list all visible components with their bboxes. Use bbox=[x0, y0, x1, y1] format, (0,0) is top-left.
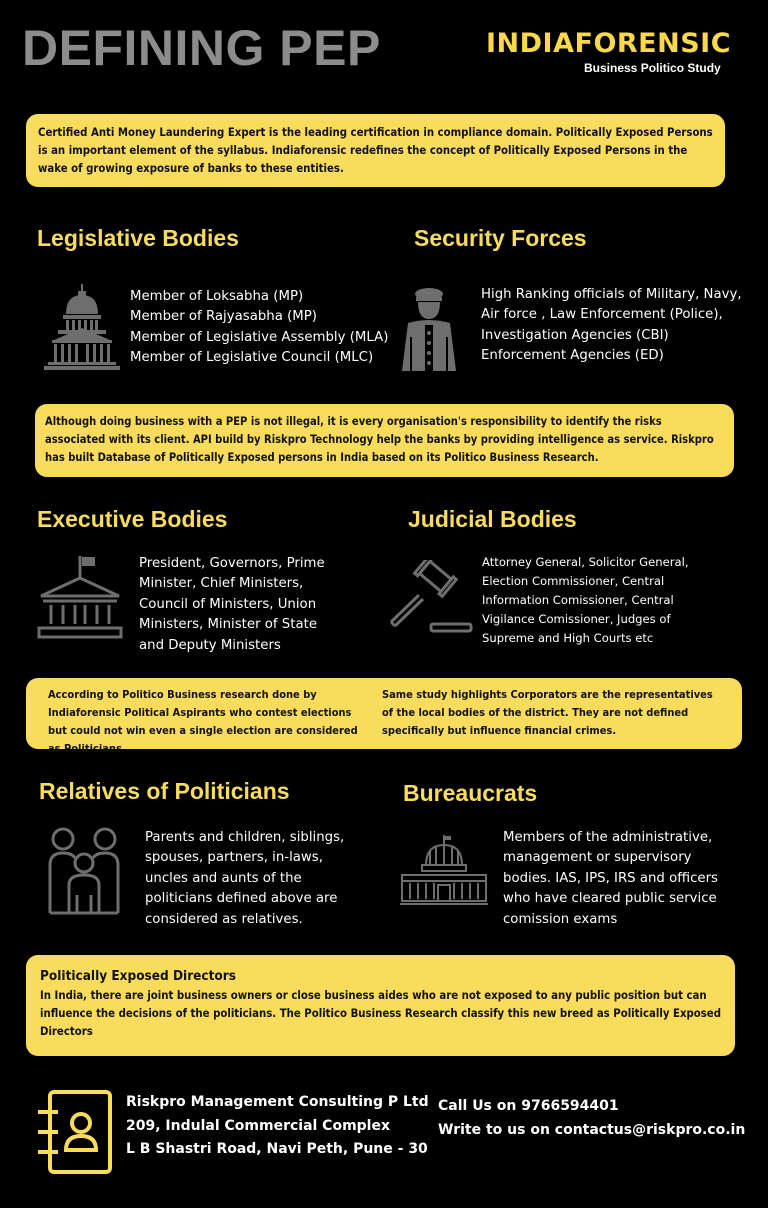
intro-note-text: Certified Anti Money Laundering Expert is the leading certification in compliance domain. Politically Exposed Persons is an important element of the syllabus. Indiaforensic redefines the concept of Politically Exposed Persons in the wake of growing exposure of banks to these entities. bbox=[38, 126, 713, 175]
judicial-heading: Judicial Bodies bbox=[408, 506, 577, 532]
list-item: Member of Loksabha (MP) bbox=[130, 289, 304, 304]
list-item: Member of Rajyasabha (MP) bbox=[130, 309, 317, 325]
executive-heading: Executive Bodies bbox=[37, 506, 228, 532]
security-list bbox=[481, 285, 742, 367]
government-building-icon bbox=[37, 554, 123, 640]
footer-contact bbox=[438, 1095, 745, 1142]
email-link[interactable]: Write to us on contactus@riskpro.co.in bbox=[438, 1121, 746, 1138]
relatives-text: Parents and children, siblings, spouses, partners, in-laws, uncles and aunts of the politicians defined above are considered as relatives. bbox=[145, 830, 345, 927]
gavel-icon bbox=[387, 560, 475, 634]
company-name: Riskpro Management Consulting P Ltd bbox=[126, 1094, 429, 1110]
list-item: Air force , Law Enforcement (Police), bbox=[481, 307, 723, 323]
judicial-text: Attorney General, Solicitor General, Election Commissioner, Central Information Comissioner, Central Vigilance Comissioner, Judges of Supreme and High Courts etc bbox=[482, 555, 689, 645]
research-note-right: Same study highlights Corporators are the representatives of the local bodies of the district. They are not defined specifically but influence financial crimes. bbox=[382, 688, 713, 737]
brand-logo: INDIAFORENSIC bbox=[486, 28, 732, 59]
api-note-text: Although doing business with a PEP is not illegal, it is every organisation's responsibility to identify the risks associated with its client. API build by Riskpro Technology help the banks by providing intelligence as service. Riskpro has built Database of Politically Exposed persons in India based on its Politico Business Research. bbox=[45, 415, 714, 464]
bureaucrats-heading: Bureaucrats bbox=[403, 780, 538, 806]
intro-note bbox=[26, 114, 725, 187]
legislative-list bbox=[130, 287, 388, 369]
address-line: 209, Indulal Commercial Complex bbox=[126, 1117, 391, 1134]
executive-text: President, Governors, Prime Minister, Chief Ministers, Council of Ministers, Union Ministers, Minister of State and Deputy Ministers bbox=[139, 556, 325, 653]
bureaucrats-text: Members of the administrative, management or supervisory bodies. IAS, IPS, IRS and officers who have cleared public service comission exams bbox=[503, 830, 718, 927]
capitol-building-icon bbox=[44, 284, 120, 370]
list-item: Investigation Agencies (CBI) bbox=[481, 327, 669, 343]
contact-card-icon bbox=[36, 1090, 114, 1176]
address-line: L B Shastri Road, Navi Peth, Pune - 30 bbox=[126, 1141, 428, 1157]
relatives-heading: Relatives of Politicians bbox=[39, 778, 290, 804]
officer-icon bbox=[400, 287, 458, 371]
list-item: Member of Legislative Assembly (MLA) bbox=[130, 329, 389, 345]
footer-address bbox=[126, 1091, 429, 1162]
research-note-left: According to Politico Business research done by Indiaforensic Political Aspirants who contest elections but could not win even a single election are considered as Politicians. bbox=[48, 688, 358, 755]
page-title: DEFINING PEP bbox=[22, 20, 381, 76]
legislative-heading: Legislative Bodies bbox=[37, 225, 239, 251]
parliament-dome-icon bbox=[400, 835, 488, 907]
family-icon bbox=[47, 827, 121, 915]
directors-note-text: In India, there are joint business owners or close business aides who are not exposed to any public position but can influence the decisions of the politicians. The Politico Business Research classify this new breed as Politically Exposed Directors bbox=[40, 989, 721, 1038]
brand-subtitle: Business Politico Study bbox=[584, 61, 721, 75]
list-item: High Ranking officials of Military, Navy, bbox=[481, 287, 742, 302]
directors-note-title: Politically Exposed Directors bbox=[40, 968, 236, 984]
phone-number[interactable]: Call Us on 9766594401 bbox=[438, 1098, 619, 1114]
list-item: Member of Legislative Council (MLC) bbox=[130, 350, 374, 366]
security-heading: Security Forces bbox=[414, 225, 587, 251]
research-note bbox=[26, 678, 742, 755]
directors-note bbox=[26, 955, 735, 1056]
api-note bbox=[35, 404, 734, 477]
list-item: Enforcement Agencies (ED) bbox=[481, 348, 664, 364]
